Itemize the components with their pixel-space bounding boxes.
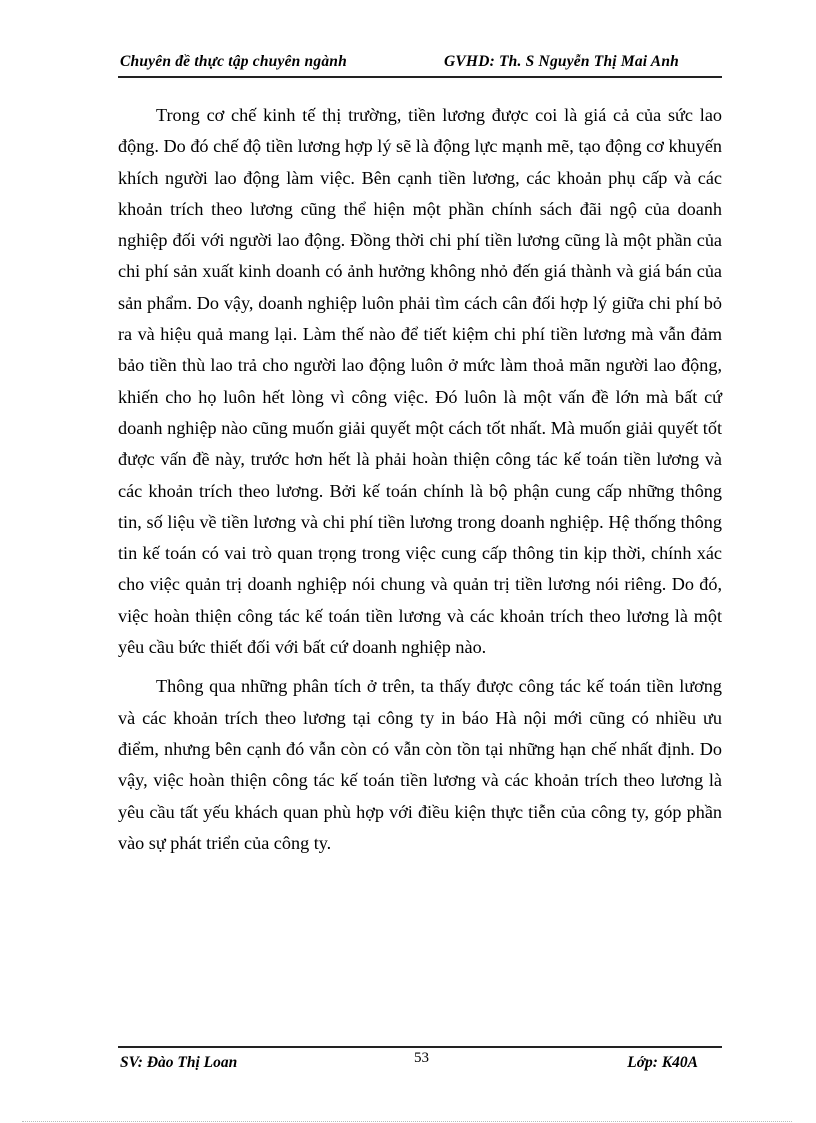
header-supervisor: GVHD: Th. S Nguyễn Thị Mai Anh bbox=[444, 53, 679, 70]
paragraph-1: Trong cơ chế kinh tế thị trường, tiền lương được coi là giá cả của sức lao động. Do đó chế độ tiền lương hợp lý sẽ là động lực mạnh mẽ, tạo động cơ khuyến khích người lao động làm việc. Bên cạnh tiền lương, các khoản phụ cấp và các khoản trích theo lương cũng thể hiện một phần chính sách đãi ngộ của doanh nghiệp đối với người lao động. Đồng thời chi phí tiền lương cũng là một phần của chi phí sản xuất kinh doanh có ảnh hưởng không nhỏ đến giá thành và giá bán của sản phẩm. Do vậy, doanh nghiệp luôn phải tìm cách cân đối hợp lý giữa chi phí bỏ ra và hiệu quả mang lại. Làm thế nào để tiết kiệm chi phí tiền lương mà vẫn đảm bảo tiền thù lao trả cho người lao động luôn ở mức làm thoả mãn người lao động, khiến cho họ luôn hết lòng vì công việc. Đó luôn là một vấn đề lớn mà bất cứ doanh nghiệp nào cũng muốn giải quyết một cách tốt nhất. Mà muốn giải quyết tốt được vấn đề này, trước hơn hết là phải hoàn thiện công tác kế toán tiền lương và các khoản trích theo lương. Bởi kế toán chính là bộ phận cung cấp những thông tin, số liệu về tiền lương và chi phí tiền lương trong doanh nghiệp. Hệ thống thông tin kế toán có vai trò quan trọng trong việc cung cấp thông tin kịp thời, chính xác cho việc quản trị doanh nghiệp nói chung và quản trị tiền lương nói riêng. Do đó, việc hoàn thiện công tác kế toán tiền lương và các khoản trích theo lương là một yêu cầu bức thiết đối với bất cứ doanh nghiệp nào. bbox=[118, 105, 722, 658]
header-report-title: Chuyên đề thực tập chuyên ngành bbox=[120, 53, 347, 70]
footer-student-name: SV: Đào Thị Loan bbox=[120, 1054, 238, 1071]
page-boundary-divider bbox=[22, 1121, 792, 1122]
document-body bbox=[118, 100, 722, 859]
paragraph-2: Thông qua những phân tích ở trên, ta thấy được công tác kế toán tiền lương và các khoản trích theo lương tại công ty in báo Hà nội mới cũng có nhiều ưu điểm, nhưng bên cạnh đó vẫn còn có vẫn còn tồn tại những hạn chế nhất định. Do vậy, việc hoàn thiện công tác kế toán tiền lương và các khoản trích theo lương là yêu cầu tất yếu khách quan phù hợp với điều kiện thực tiễn của công ty, góp phần vào sự phát triển của công ty. bbox=[118, 676, 722, 853]
page-header bbox=[118, 50, 722, 78]
page-number: 53 bbox=[414, 1050, 429, 1066]
footer-class: Lớp: K40A bbox=[627, 1054, 698, 1071]
page-footer bbox=[118, 1046, 722, 1076]
